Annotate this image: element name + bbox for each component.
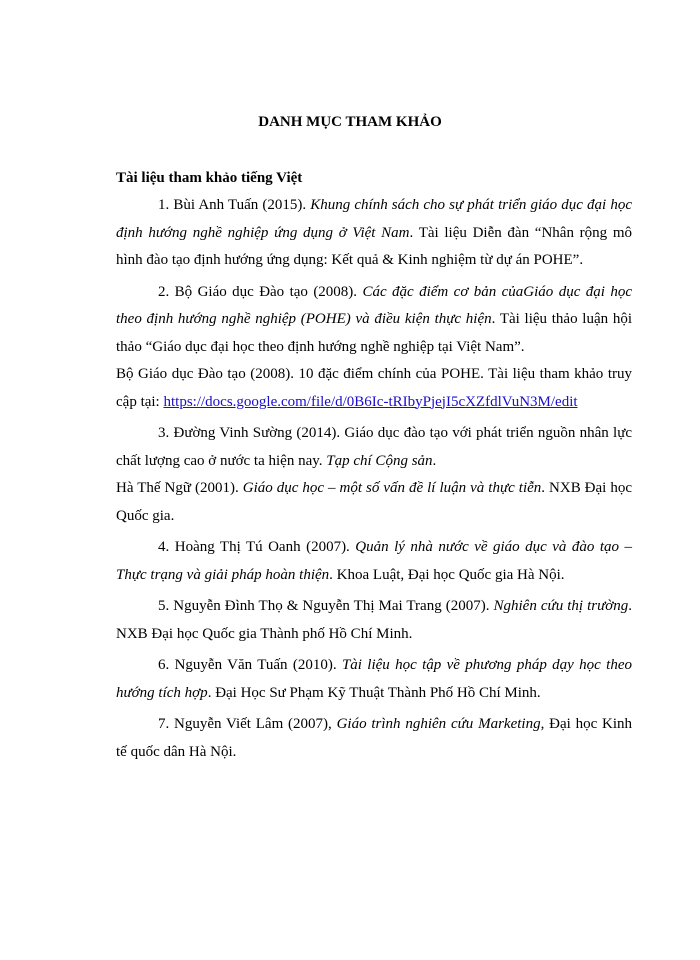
reference-item <box>116 279 632 362</box>
reference-title: Các đặc điểm cơ bản củaGiáo dục đại học theo định hướng nghề nghiệp (POHE) và điều kiện thực hiện <box>116 283 632 327</box>
reference-title: Tạp chí Cộng sản <box>326 452 433 469</box>
reference-link[interactable]: https://docs.google.com/file/d/0B6Ic-tRIbyPjejI5cXZfdlVuN3M/edit <box>163 393 578 410</box>
reference-rest: . NXB Đại học Quốc gia. <box>116 480 632 524</box>
reference-author: Nguyễn Viết Lâm (2007), <box>174 716 332 732</box>
reference-text: Bộ Giáo dục Đào tạo (2008). 10 đặc điểm chính của POHE. Tài liệu tham khảo truy cập tại: <box>116 366 632 410</box>
reference-author: Nguyễn Đình Thọ & Nguyễn Thị Mai Trang (2007). <box>173 598 490 614</box>
reference-title: Giáo dục học – một số vấn đề lí luận và thực tiễn <box>242 480 542 496</box>
reference-rest: , Đại học Kinh tế quốc dân Hà Nội. <box>116 716 633 760</box>
reference-author: Bùi Anh Tuấn (2015). <box>173 197 307 213</box>
reference-author: Hoàng Thị Tú Oanh (2007). <box>174 539 350 555</box>
reference-rest: . <box>432 452 437 469</box>
reference-title: Giáo trình nghiên cứu Marketing <box>336 716 541 732</box>
reference-number: 3. <box>158 425 170 441</box>
reference-list <box>116 192 632 766</box>
reference-rest: . Khoa Luật, Đại học Quốc gia Hà Nội. <box>329 566 565 583</box>
reference-title: Quản lý nhà nước về giáo dục và đào tạo – Thực trạng và giải pháp hoàn thiện <box>116 539 633 583</box>
section-heading: Tài liệu tham khảo tiếng Việt <box>116 170 303 186</box>
reference-number: 2. <box>158 283 170 300</box>
reference-item <box>116 192 632 275</box>
reference-author: Hà Thế Ngữ (2001). <box>116 480 239 496</box>
reference-author: Đường Vinh Sường (2014). Giáo dục đào tạo với phát triển nguồn nhân lực chất lượng cao ở nước ta hiện nay. <box>116 425 633 469</box>
reference-title: Tài liệu học tập về phương pháp dạy học theo hướng tích hợp <box>116 657 632 701</box>
reference-item <box>116 475 632 530</box>
reference-title: Khung chính sách cho sự phát triển giáo dục đại học định hướng nghề nghiệp ứng dụng ở Việt Nam <box>116 197 632 241</box>
reference-number: 6. <box>158 657 170 673</box>
reference-item <box>116 593 632 648</box>
reference-item <box>116 711 632 766</box>
reference-rest: . NXB Đại học Quốc gia Thành phố Hồ Chí Minh. <box>116 598 633 642</box>
reference-number: 4. <box>158 539 170 555</box>
reference-number: 7. <box>158 716 170 732</box>
reference-title: Nghiên cứu thị trường <box>493 598 629 614</box>
reference-item <box>116 361 632 416</box>
reference-number: 5. <box>158 598 170 614</box>
reference-number: 1. <box>158 197 170 213</box>
page-title: DANH MỤC THAM KHẢO <box>258 114 442 130</box>
reference-author: Nguyễn Văn Tuấn (2010). <box>174 657 337 673</box>
reference-author: Bộ Giáo dục Đào tạo (2008). <box>174 283 358 300</box>
reference-item <box>116 534 632 589</box>
reference-rest: . Tài liệu Diễn đàn “Nhân rộng mô hình đào tạo định hướng ứng dụng: Kết quả & Kinh nghiệm từ dự án POHE”. <box>116 224 633 268</box>
reference-rest: . Đại Học Sư Phạm Kỹ Thuật Thành Phố Hồ Chí Minh. <box>207 684 541 701</box>
reference-item <box>116 652 632 707</box>
reference-rest: . Tài liệu thảo luận hội thảo “Giáo dục đại học theo định hướng nghề nghiệp tại Việt Nam”. <box>116 311 632 355</box>
reference-item <box>116 420 632 475</box>
